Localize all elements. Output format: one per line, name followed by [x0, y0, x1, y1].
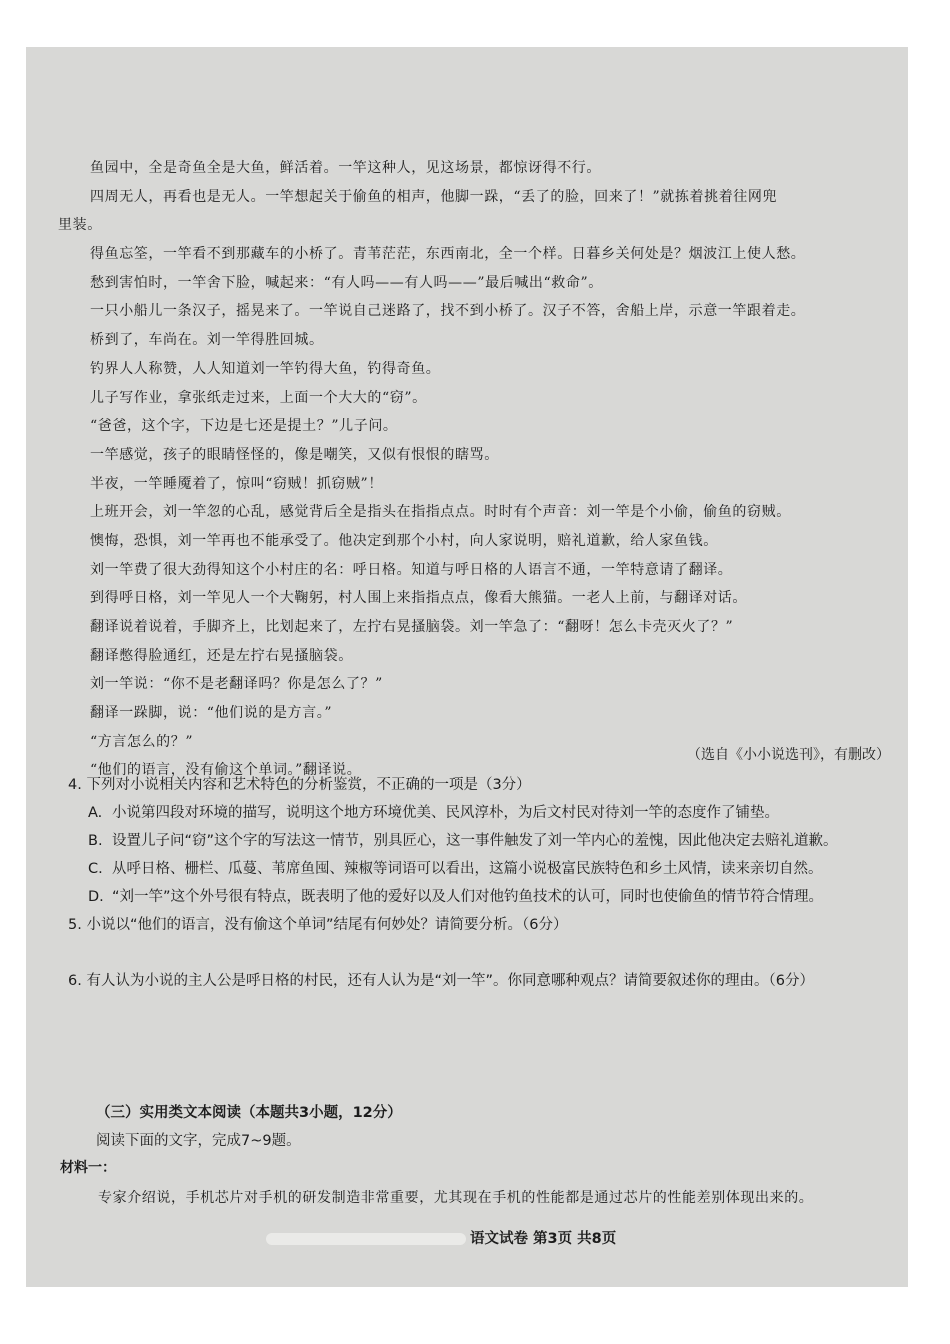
material-label: 材料一：: [60, 1160, 116, 1176]
questions: [26, 771, 908, 995]
option-label: A.: [88, 805, 103, 821]
option-d: [26, 883, 908, 911]
story-line: 愁到害怕时，一竿舍下脸，喊起来：“有人吗——有人吗——”最后喊出“救命”。: [90, 274, 603, 291]
option-label: B.: [88, 833, 103, 849]
story-line: 翻译憋得脸通红，还是左拧右晃搔脑袋。: [90, 647, 353, 664]
story-line: 刘一竿说：“你不是老翻译吗？你是怎么了？”: [90, 676, 383, 693]
option-text: “刘一竿”这个外号很有特点，既表明了他的爱好以及人们对他钓鱼技术的认可，同时也使偷鱼的情节符合情理。: [112, 889, 824, 905]
story-line: 钓界人人称赞，人人知道刘一竿钓得大鱼，钓得奇鱼。: [90, 360, 441, 377]
redacted-smudge: [266, 1233, 466, 1245]
option-c: [26, 855, 908, 883]
option-a: [26, 799, 908, 827]
option-b: [26, 827, 908, 855]
story-line: 到得呼日格，刘一竿见人一个大鞠躬，村人围上来指指点点，像看大熊猫。一老人上前，与翻译对话。: [90, 590, 747, 607]
story-line: 桥到了，车尚在。刘一竿得胜回城。: [90, 332, 324, 349]
option-text: 从呼日格、栅栏、瓜蔓、苇席鱼囤、辣椒等词语可以看出，这篇小说极富民族特色和乡土风情，读来亲切自然。: [112, 861, 823, 877]
story-line: 四周无人，再看也是无人。一竿想起关于偷鱼的相声，他脚一跺，“丢了的脸，回来了！”就拣着挑着往网兜: [90, 188, 778, 205]
question-4-stem: 4. 下列对小说相关内容和艺术特色的分析鉴赏，不正确的一项是（3分）: [68, 777, 531, 793]
story-line: 上班开会，刘一竿忽的心乱，感觉背后全是指头在指指点点。时时有个声音：刘一竿是个小偷，偷鱼的窃贼。: [90, 504, 791, 521]
story-line: “他们的语言，没有偷这个单词。”翻译说。: [90, 762, 362, 779]
option-text: 小说第四段对环境的描写，说明这个地方环境优美、民风淳朴，为后文村民对待刘一竿的态度作了铺垫。: [112, 805, 779, 821]
material-paragraph: 专家介绍说，手机芯片对手机的研发制造非常重要，尤其现在手机的性能都是通过芯片的性能差别体现出来的。: [98, 1190, 814, 1206]
story-line: 懊悔，恐惧，刘一竿再也不能承受了。他决定到那个小村，向人家说明，赔礼道歉，给人家鱼钱。: [90, 532, 718, 549]
story-line: 翻译一跺脚，说：“他们说的是方言。”: [90, 705, 333, 722]
story-line: “爸爸，这个字，下边是七还是提土？”儿子问。: [90, 418, 398, 435]
story-line: 半夜，一竿睡魇着了，惊叫“窃贼！抓窃贼”！: [90, 475, 383, 492]
option-label: C.: [88, 861, 103, 877]
story-line: 里装。: [58, 217, 102, 234]
question-5: 5. 小说以“他们的语言，没有偷这个单词”结尾有何妙处？请简要分析。（6分）: [68, 917, 568, 933]
story-line: “方言怎么的？”: [90, 733, 194, 750]
section-heading: （三）实用类文本阅读（本题共3小题，12分）: [96, 1105, 402, 1121]
story-line: 得鱼忘筌，一竿看不到那藏车的小桥了。青苇茫茫，东西南北，全一个样。日暮乡关何处是？烟波江上使人愁。: [90, 246, 806, 263]
story-line: 翻译说着说着，手脚齐上，比划起来了，左拧右晃搔脑袋。刘一竿急了：“翻呀！怎么卡壳灭火了？”: [90, 619, 734, 635]
story-line: 一竿感觉，孩子的眼睛怪怪的，像是嘲笑，又似有恨恨的瞎骂。: [90, 446, 499, 463]
story-line: 刘一竿费了很大劲得知这个小村庄的名：呼日格。知道与呼日格的人语言不通，一竿特意请了翻译。: [90, 561, 733, 578]
scanned-page: [26, 47, 908, 1287]
option-label: D.: [88, 889, 104, 905]
page-footer: 语文试卷 第3页 共8页: [470, 1231, 617, 1247]
story-line: 一只小船儿一条汉子，摇晃来了。一竿说自己迷路了，找不到小桥了。汉子不答，舍船上岸，示意一竿跟着走。: [90, 303, 806, 320]
section-instruction: 阅读下面的文字，完成7~9题。: [96, 1133, 301, 1149]
story-excerpt: [26, 154, 908, 785]
option-text: 设置儿子问“窃”这个字的写法这一情节，别具匠心，这一事件触发了刘一竿内心的羞愧，因此他决定去赔礼道歉。: [112, 833, 838, 849]
question-6: 6. 有人认为小说的主人公是呼日格的村民，还有人认为是“刘一竿”。你同意哪种观点？请简要叙述你的理由。（6分）: [68, 973, 814, 989]
source-citation: （选自《小小说选刊》，有删改）: [687, 747, 890, 763]
story-line: 儿子写作业，拿张纸走过来，上面一个大大的“窃”。: [90, 389, 427, 406]
story-line: 鱼园中，全是奇鱼全是大鱼，鲜活着。一竿这种人，见这场景，都惊讶得不行。: [90, 160, 601, 176]
